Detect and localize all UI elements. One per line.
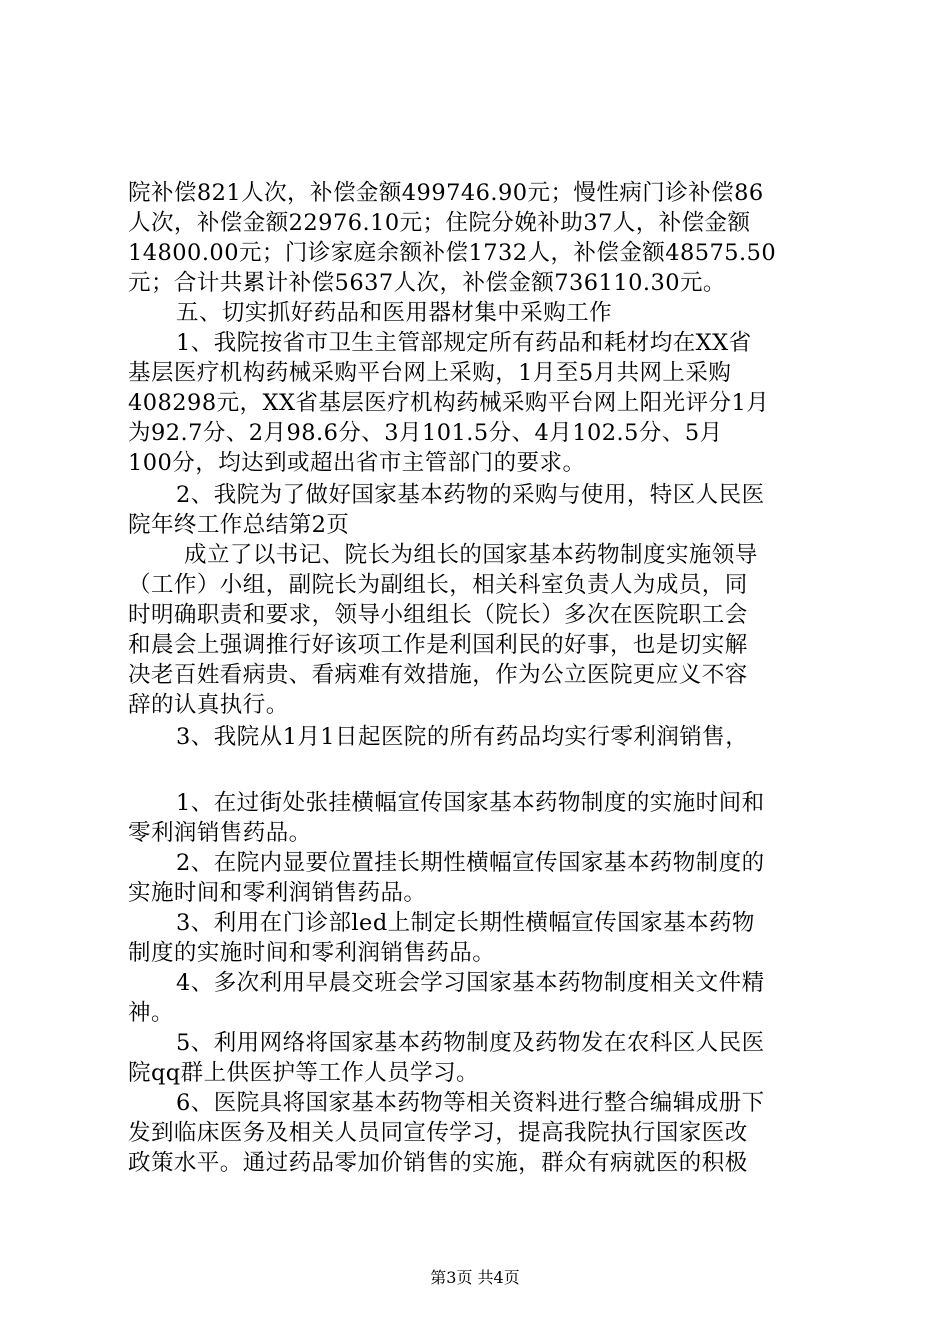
text-line: 院年终工作总结第2页 — [128, 512, 350, 538]
text-line: 1、我院按省市卫生主管部规定所有药品和耗材均在XX省 — [176, 330, 752, 356]
text-line: 元；合计共累计补偿5637人次，补偿金额736110.30元。 — [128, 270, 726, 296]
text-line: （工作）小组，副院长为副组长，相关科室负责人为成员，同 — [128, 572, 748, 598]
page-footer: 第3页 共4页 — [430, 1268, 520, 1287]
text-line: 院qq群上供医护等工作人员学习。 — [128, 1060, 480, 1086]
text-line: 3、利用在门诊部led上制定长期性横幅宣传国家基本药物 — [176, 910, 755, 936]
text-line: 零利润销售药品。 — [128, 820, 312, 846]
text-line: 5、利用网络将国家基本药物制度及药物发在农科区人民医 — [176, 1030, 765, 1056]
text-line: 100分，均达到或超出省市主管部门的要求。 — [128, 450, 586, 476]
text-line: 14800.00元；门诊家庭余额补偿1732人，补偿金额48575.50 — [128, 240, 777, 266]
text-line: 3、我院从1月1日起医院的所有药品均实行零利润销售， — [176, 724, 749, 750]
text-line: 辞的认真执行。 — [128, 692, 289, 718]
text-line: 408298元，XX省基层医疗机构药械采购平台网上阳光评分1月 — [128, 390, 770, 416]
text-line: 制度的实施时间和零利润销售药品。 — [128, 940, 496, 966]
text-line: 1、在过街处张挂横幅宣传国家基本药物制度的实施时间和 — [176, 790, 765, 816]
text-line: 成立了以书记、院长为组长的国家基本药物制度实施领导 — [184, 542, 758, 568]
section-heading: 五、切实抓好药品和医用器材集中采购工作 — [176, 300, 613, 326]
text-line: 决老百姓看病贵、看病难有效措施，作为公立医院更应义不容 — [128, 662, 748, 688]
text-line: 4、多次利用早晨交班会学习国家基本药物制度相关文件精 — [176, 970, 765, 996]
text-line: 6、医院具将国家基本药物等相关资料进行整合编辑成册下 — [176, 1090, 765, 1116]
text-line: 为92.7分、2月98.6分、3月101.5分、4月102.5分、5月 — [128, 420, 723, 446]
text-line: 2、在院内显要位置挂长期性横幅宣传国家基本药物制度的 — [176, 850, 765, 876]
text-line: 基层医疗机构药械采购平台网上采购，1月至5月共网上采购 — [128, 360, 732, 386]
text-line: 时明确职责和要求，领导小组组长（院长）多次在医院职工会 — [128, 602, 748, 628]
text-line: 人次，补偿金额22976.10元；住院分娩补助37人，补偿金额 — [128, 210, 751, 236]
text-line: 和晨会上强调推行好该项工作是利国利民的好事，也是切实解 — [128, 632, 748, 658]
text-line: 实施时间和零利润销售药品。 — [128, 880, 427, 906]
text-line: 发到临床医务及相关人员同宣传学习，提高我院执行国家医改 — [128, 1120, 748, 1146]
text-line: 院补偿821人次，补偿金额499746.90元；慢性病门诊补偿86 — [128, 180, 764, 206]
text-line: 政策水平。通过药品零加价销售的实施，群众有病就医的积极 — [128, 1150, 748, 1176]
text-line: 2、我院为了做好国家基本药物的采购与使用，特区人民医 — [176, 482, 765, 508]
text-line: 神。 — [128, 1000, 174, 1026]
